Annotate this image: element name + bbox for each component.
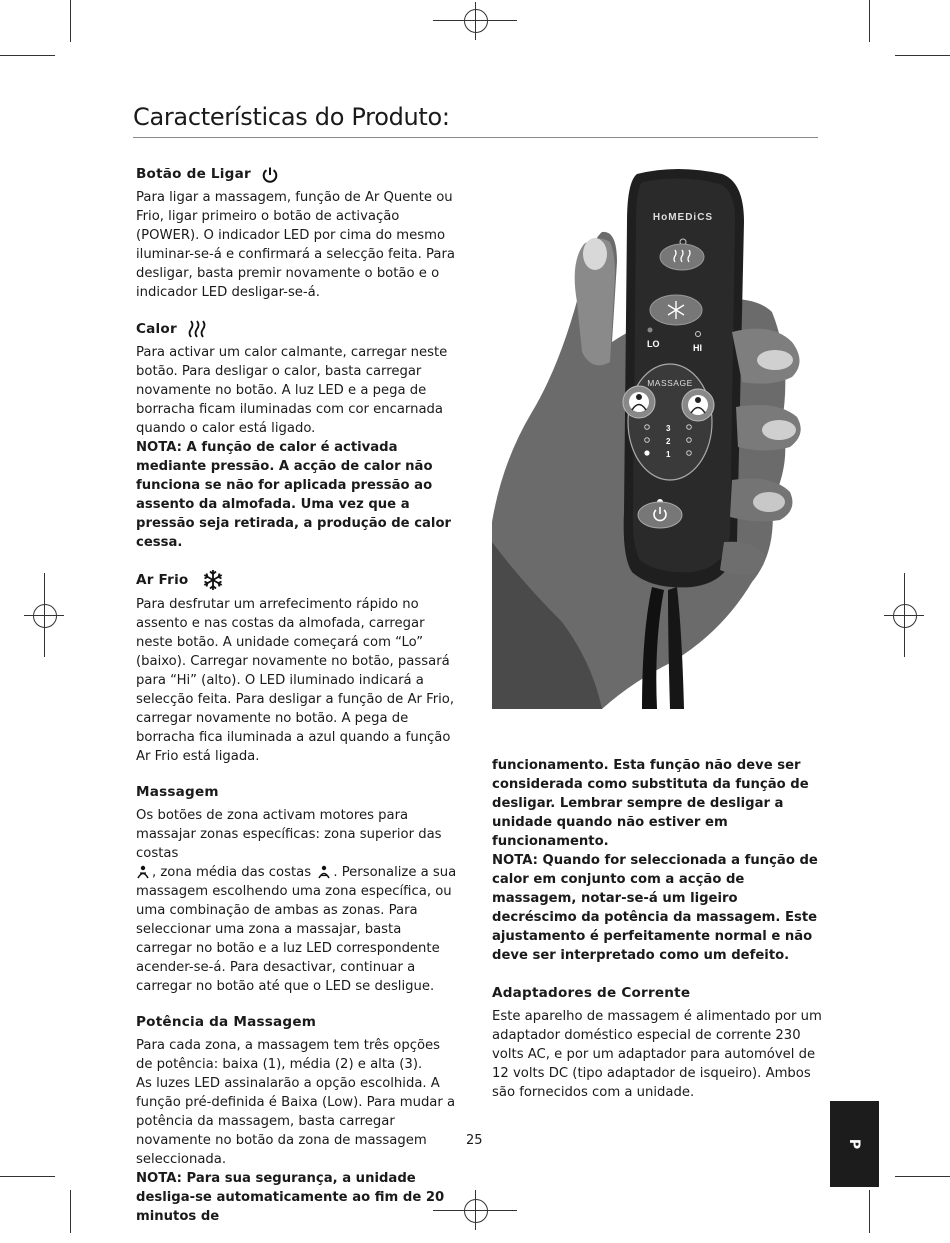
intensity-body: Para cada zona, a massagem tem três opções de potência: baixa (1), média (2) e alta (3). — [136, 1038, 441, 1072]
crop-mark — [24, 615, 64, 616]
heat-note: NOTA: A função de calor é activada mediante pressão. A acção de calor não funciona se não for aplicada pressão ao assento da almofada. Uma vez que a pressão seja retirada, a produção de calor cessa. — [136, 440, 452, 550]
crop-mark — [895, 55, 950, 56]
section-massage — [136, 783, 458, 996]
section-heading — [136, 569, 458, 591]
section-cool — [136, 569, 458, 766]
intensity-heading: Potência da Massagem — [136, 1014, 317, 1030]
crop-mark — [0, 1176, 55, 1177]
section-power — [136, 165, 458, 302]
massage-body-a: Os botões de zona activam motores para massajar zonas específicas: zona superior das costas — [136, 808, 442, 861]
crop-mark — [433, 20, 517, 21]
registration-mark — [464, 1199, 488, 1223]
registration-mark — [33, 604, 57, 628]
language-tab — [830, 1101, 879, 1187]
section-intensity — [136, 1013, 458, 1226]
remote-control-photo — [492, 162, 817, 709]
power-icon — [261, 166, 279, 184]
massage-body — [136, 806, 458, 996]
crop-mark — [869, 1190, 870, 1233]
registration-mark — [464, 9, 488, 33]
mid-back-icon — [317, 865, 331, 879]
right-column — [492, 756, 822, 1119]
massage-body-b: , zona média das costas — [152, 865, 312, 880]
adapters-body: Este aparelho de massagem é alimentado por um adaptador doméstico especial de corrente 230 volts AC, e por um adaptador para automóvel de 12 volts DC (tipo adaptador de isqueiro). Ambos são fornecidos com a unidade. — [492, 1009, 822, 1100]
section-heading — [136, 165, 458, 184]
adapters-heading: Adaptadores de Corrente — [492, 985, 691, 1001]
snowflake-icon — [202, 569, 224, 591]
crop-mark — [884, 615, 924, 616]
remote-brand: HoMEDiCS — [652, 212, 714, 223]
registration-mark — [893, 604, 917, 628]
remote-hi-label: HI — [693, 343, 702, 353]
section-adapters — [492, 984, 822, 1102]
crop-mark — [475, 2, 476, 40]
crop-mark — [70, 1190, 71, 1233]
massage-body-c: . Personalize a sua massagem escolhendo uma zona específica, ou uma combinação de ambas as zonas. Para seleccionar uma zona a massajar, basta carregar no botão e a luz LED correspondente acender-se-á. Para desactivar, continuar a carregar no botão até que o LED se desligue. — [136, 865, 457, 994]
crop-mark — [0, 55, 55, 56]
level-3: 3 — [666, 424, 671, 433]
heat-waves-icon — [187, 319, 207, 339]
left-column — [136, 165, 458, 1243]
level-1: 1 — [666, 450, 671, 459]
power-body: Para ligar a massagem, função de Ar Quente ou Frio, ligar primeiro o botão de activação (POWER). O indicador LED por cima do mesmo iluminar-se-á e confirmará a selecção feita. Para desligar, basta premir novamente o botão e o indicador LED desligar-se-á. — [136, 190, 455, 300]
intensity-note: NOTA: Para sua segurança, a unidade desliga-se automaticamente ao fim de 20 minutos de — [136, 1171, 445, 1224]
crop-mark — [869, 0, 870, 42]
heat-body: Para activar um calor calmante, carregar neste botão. Para desligar o calor, basta carregar novamente no botão. A luz LED e a pega de borracha ficam iluminadas com cor encarnada quando o calor está ligado. — [136, 345, 448, 436]
remote-lo-label: LO — [647, 339, 660, 349]
remote-massage-label: MASSAGE — [647, 378, 693, 388]
power-heading: Botão de Ligar — [136, 166, 251, 182]
note-continued: funcionamento. Esta função não deve ser considerada como substituta da função de desligar. Lembrar sempre de desligar a unidade quando não estiver em funcionamento. — [492, 758, 809, 849]
section-heading — [136, 319, 458, 339]
heat-heading: Calor — [136, 320, 177, 337]
page-number: 25 — [466, 1133, 483, 1148]
section-continued — [492, 756, 822, 965]
cool-heading: Ar Frio — [136, 571, 189, 588]
language-tab-label: P — [846, 1138, 863, 1150]
massage-heading: Massagem — [136, 784, 219, 800]
upper-back-icon — [136, 865, 150, 879]
intensity-body-2: As luzes LED assinalarão a opção escolhida. A função pré-definida é Baixa (Low). Para mudar a potência da massagem, basta carregar novamente no botão da zona de massagem seleccionada. — [136, 1076, 456, 1167]
level-2: 2 — [666, 437, 671, 446]
crop-mark — [895, 1176, 950, 1177]
crop-mark — [70, 0, 71, 42]
power-button — [638, 502, 682, 528]
note-heat-massage: NOTA: Quando for seleccionada a função de calor em conjunto com a acção de massagem, notar-se-á um ligeiro decréscimo da potência da massagem. Este ajustamento é perfeitamente normal e não deve ser interpretado como um defeito. — [492, 853, 818, 963]
cool-body: Para desfrutar um arrefecimento rápido no assento e nas costas da almofada, carregar neste botão. A unidade começará com “Lo” (baixo). Carregar novamente no botão, passará para “Hi” (alto). O LED iluminado indicará a selecção feita. Para desligar a função de Ar Frio, carregar novamente no botão. A pega de borracha fica iluminada a azul quando a função Ar Frio está ligada. — [136, 597, 455, 764]
section-heat — [136, 319, 458, 552]
page-title: Características do Produto: — [133, 103, 818, 138]
